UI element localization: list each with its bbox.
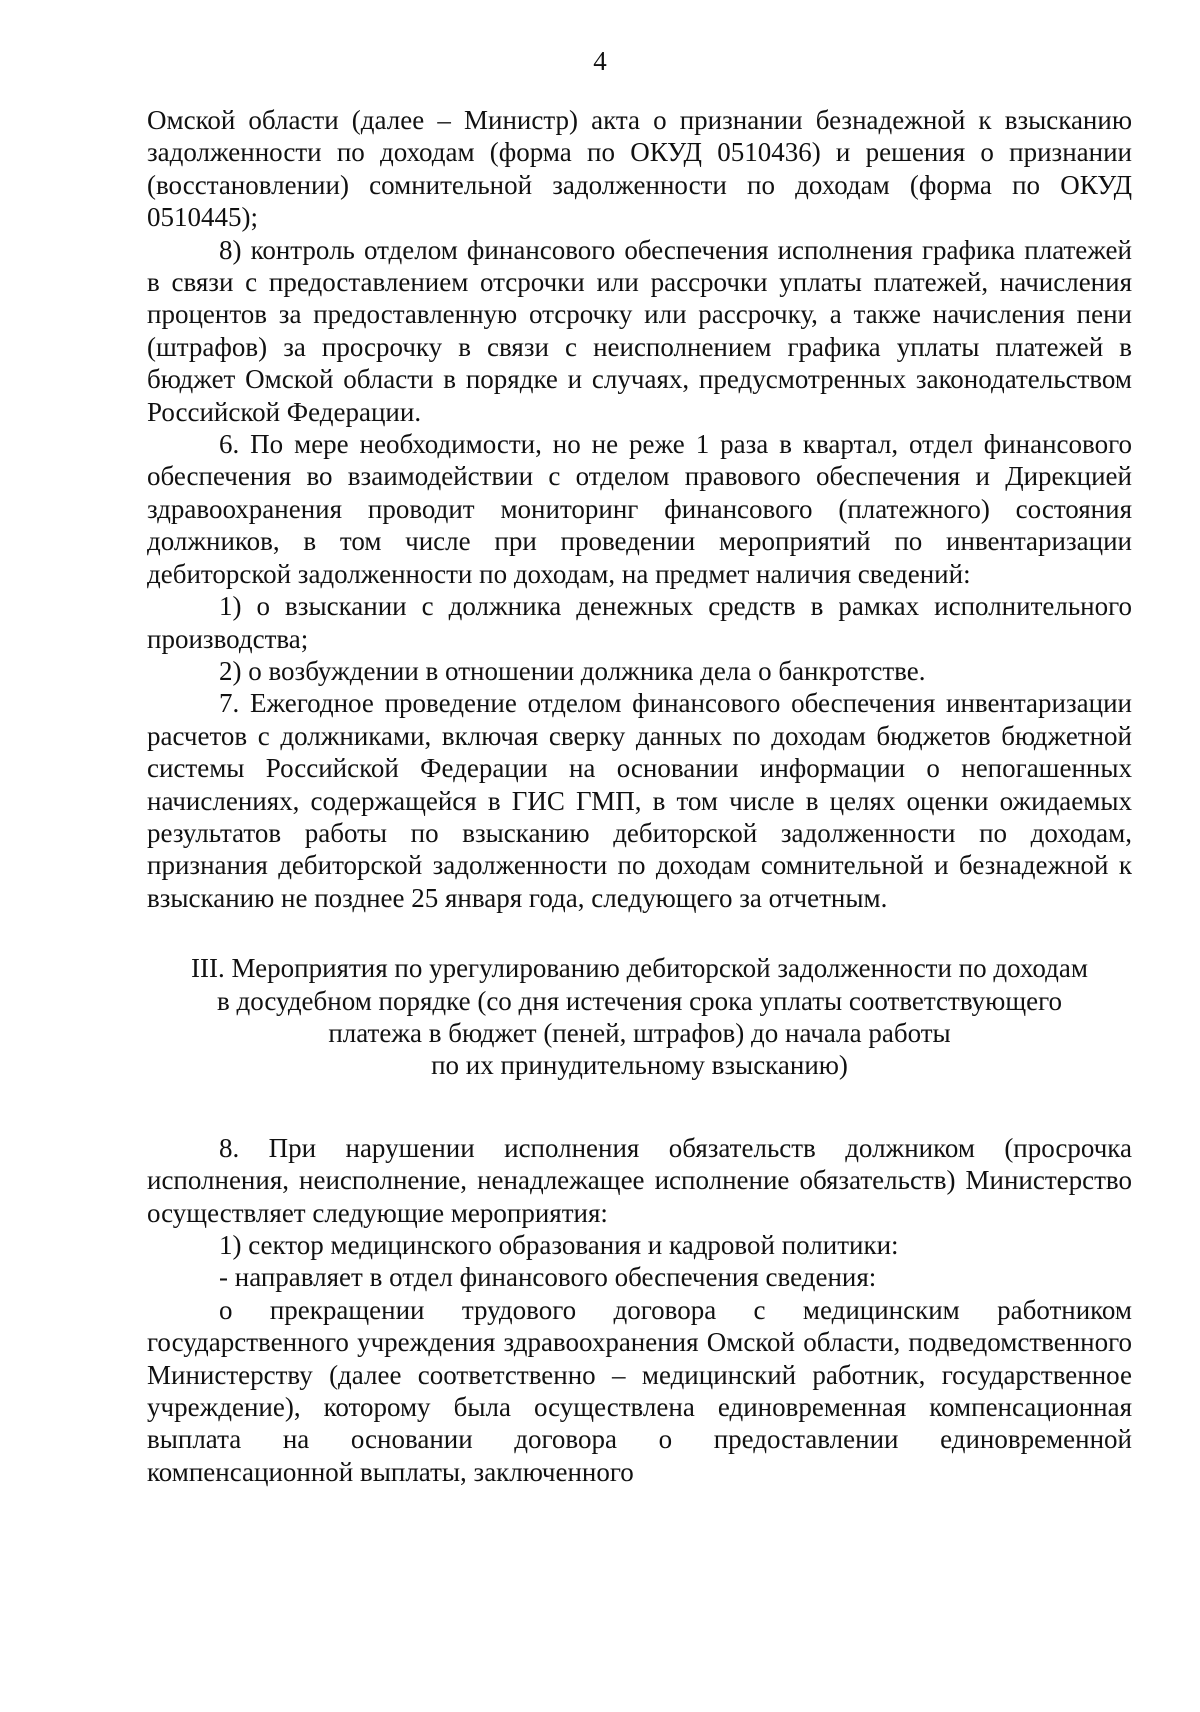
paragraph-item-8-control: 8) контроль отделом финансового обеспечения исполнения графика платежей в связи с предоставлением отсрочки или рассрочки уплаты платежей, начисления процентов за предоставленную отсрочку или рассрочку, а также начисления пени (штрафов) за просрочку в связи с неисполнением графика уплаты платежей в бюджет Омской области в порядке и случаях, предусмотренных законодательством Российской Федерации. (147, 234, 1132, 427)
paragraph-continuation: Омской области (далее – Министр) акта о признании безнадежной к взысканию задолженности по доходам (форма по ОКУД 0510436) и решения о признании (восстановлении) сомнительной задолженности по доходам (форма по ОКУД 0510445); (147, 105, 1132, 233)
section-heading-iii (147, 952, 1132, 1082)
paragraph-8-item-1: 1) сектор медицинского образования и кадровой политики: (219, 1230, 899, 1260)
section-heading-line: платежа в бюджет (пеней, штрафов) до начала работы (328, 1017, 951, 1048)
paragraph-6-monitoring: 6. По мере необходимости, но не реже 1 раза в квартал, отдел финансового обеспечения во взаимодействии с отделом правового обеспечения и Дирекцией здравоохранения проводит мониторинг финансового (платежного) состояния должников, в том числе при проведении мероприятий по инвентаризации дебиторской задолженности по доходам, на предмет наличия сведений: (147, 429, 1132, 589)
section-heading-line: по их принудительному взысканию) (431, 1050, 848, 1081)
paragraph-7-inventory: 7. Ежегодное проведение отделом финансового обеспечения инвентаризации расчетов с должниками, включая сверку данных по доходам бюджетов бюджетной системы Российской Федерации на основании информации о непогашенных начислениях, содержащейся в ГИС ГМП, в том числе в целях оценки ожидаемых результатов работы по взысканию дебиторской задолженности по доходам, признания дебиторской задолженности по доходам сомнительной и безнадежной к взысканию не позднее 25 января года, следующего за отчетным. (147, 688, 1132, 913)
section-heading-line: в досудебном порядке (со дня истечения срока уплаты соответствующего (216, 985, 1062, 1016)
document-body (147, 104, 1132, 1488)
paragraph-6-item-2: 2) о возбуждении в отношении должника дела о банкротстве. (219, 655, 926, 686)
paragraph-8-violation: 8. При нарушении исполнения обязательств должником (просрочка исполнения, неисполнение, ненадлежащее исполнение обязательств) Министерство осуществляет следующие мероприятия: (147, 1132, 1132, 1228)
paragraph-6-item-1: 1) о взыскании с должника денежных средств в рамках исполнительного производства; (147, 591, 1132, 654)
section-heading-line: III. Мероприятия по урегулированию дебиторской задолженности по доходам (191, 953, 1088, 984)
page-number: 4 (593, 46, 607, 76)
paragraph-8-dash: - направляет в отдел финансового обеспечения сведения: (219, 1262, 877, 1293)
paragraph-8-termination: о прекращении трудового договора с медицинским работником государственного учреждения здравоохранения Омской области, подведомственного Министерству (далее соответственно – медицинский работник, государственное учреждение), которому была осуществлена единовременная компенсационная выплата на основании договора о предоставлении единовременной компенсационной выплаты, заключенного (147, 1294, 1132, 1487)
